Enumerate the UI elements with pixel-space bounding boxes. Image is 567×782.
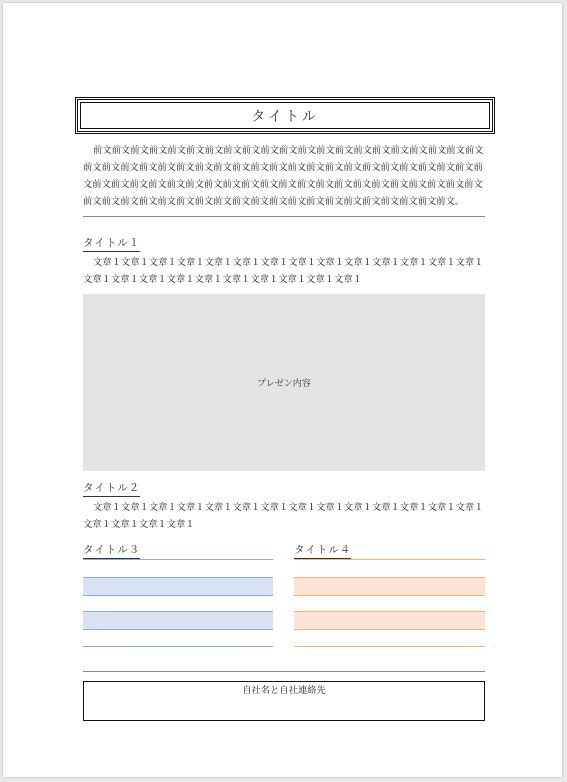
section-heading-2: タイトル２: [83, 482, 140, 497]
right-column-band: [294, 577, 485, 596]
footer-box: [83, 681, 485, 721]
footer-text: 自社名と自社連絡先: [242, 685, 326, 696]
section-body-1: 文章１文章１文章１文章１文章１文章１文章１文章１文章１文章１文章１文章１文章１文章１文章１文章１文章１文章１文章１文章１文章１文章１文章１文章１: [83, 257, 484, 285]
right-column-rule: [294, 646, 485, 647]
column-heading-left: タイトル３: [83, 544, 140, 559]
section-body-2: 文章１文章１文章１文章１文章１文章１文章１文章１文章１文章１文章１文章１文章１文章１文章１文章１文章１文章１: [83, 502, 484, 530]
right-column-band: [294, 611, 485, 630]
left-column-band: [83, 611, 273, 630]
left-column-rule: [83, 559, 273, 560]
footer-divider: [83, 671, 485, 672]
left-column-band: [83, 577, 273, 596]
document-title-box: [75, 97, 495, 134]
left-column-rule: [83, 646, 273, 647]
document-title: タイトル: [251, 108, 319, 125]
presentation-placeholder: [83, 294, 485, 471]
column-heading-right: タイトル４: [294, 544, 351, 559]
section-heading-1: タイトル１: [83, 237, 140, 252]
intro-paragraph: 前文前文前文前文前文前文前文前文前文前文前文前文前文前文前文前文前文前文前文前文前文前文前文前文前文前文前文前文前文前文前文前文前文前文前文前文前文前文前文前文前文前文前文前文前文前文前文前文前文前文前文前文前文前文前文前文前文前文前文前文前文前文前文前文前文前文前文前文前文前文前文前文前文前文前文前文前文前文前文前文前文前文前文前文。: [83, 145, 484, 207]
document-page: [3, 3, 562, 777]
section-divider: [83, 216, 485, 217]
placeholder-label: プレゼン内容: [257, 379, 311, 389]
right-column-rule: [294, 559, 485, 560]
